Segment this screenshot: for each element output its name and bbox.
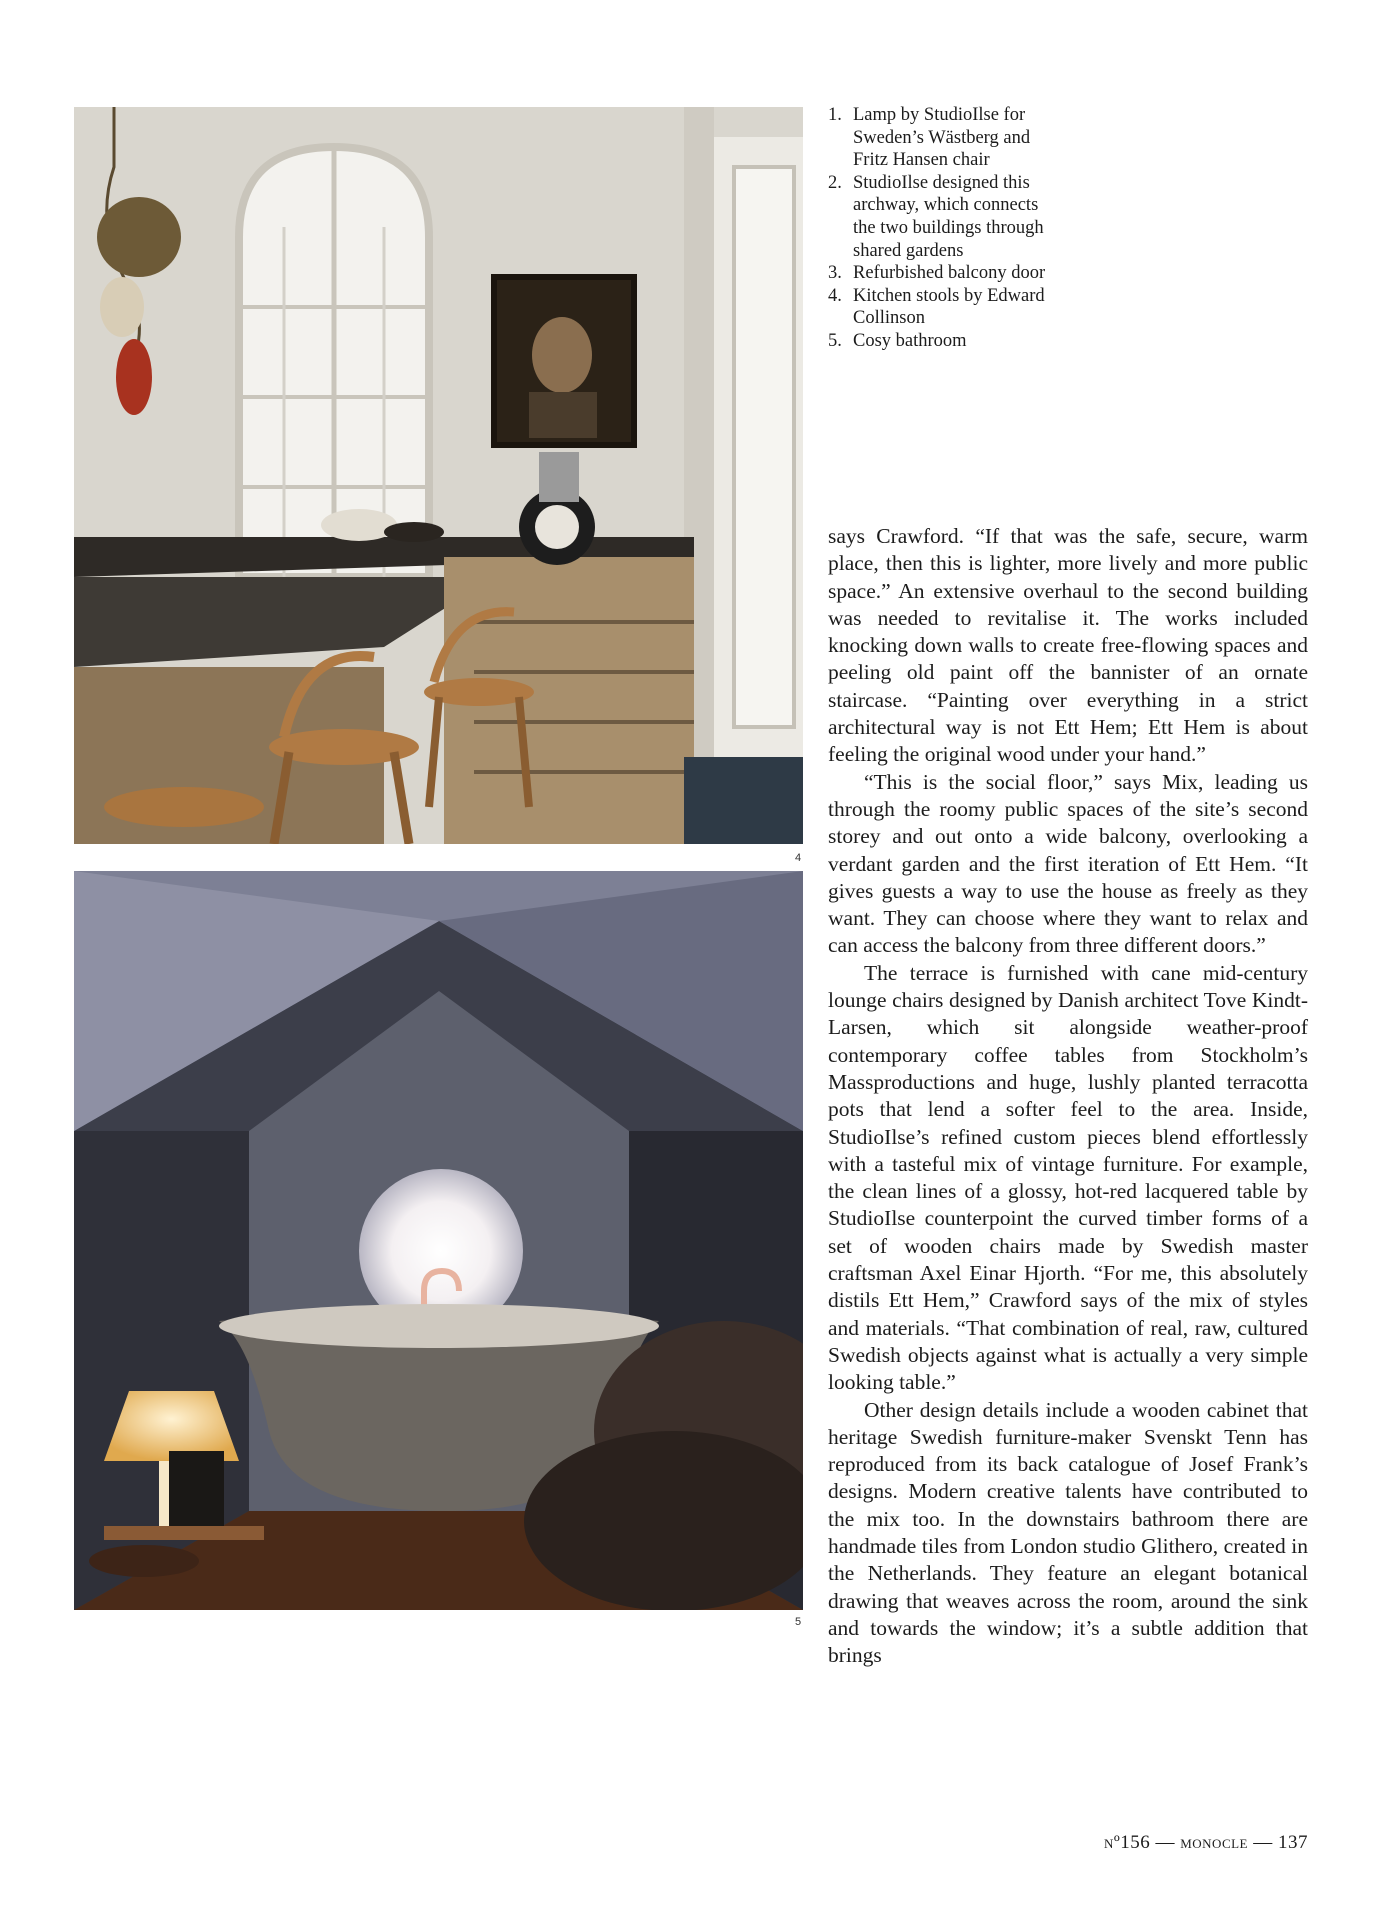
photo-captions [828, 104, 1060, 353]
kitchen-photo [74, 107, 803, 844]
caption-number: 2. [828, 172, 842, 193]
caption-item [828, 262, 1060, 285]
body-paragraph: “This is the social floor,” says Mix, leading us through the roomy public spaces of the site’s second storey and out onto a wide balcony, overlooking a verdant garden and the first iteration of Ett Hem. “It gives guests a way to use the house as freely as they want. They can choose where they want to relax and can access the balcony from three different doors.” [828, 769, 1308, 958]
caption-item [828, 285, 1060, 330]
caption-item [828, 104, 1060, 172]
caption-item [828, 330, 1060, 353]
bathroom-photo-icon [74, 871, 803, 1610]
caption-text: StudioIlse designed this archway, which connects the two buildings through shared gardens [853, 172, 1044, 261]
photo-number-4: 4 [795, 852, 802, 864]
caption-item [828, 172, 1060, 262]
page-folio: nº156 — monocle — 137 [1103, 1832, 1308, 1853]
kitchen-photo-icon [74, 107, 803, 844]
body-paragraph: Other design details include a wooden cabinet that heritage Swedish furniture-maker Svenskt Tenn has reproduced from its back catalogue of Josef Frank’s designs. Modern creative talents have contributed to the mix too. In the downstairs bathroom there are handmade tiles from London studio Glithero, created in the Netherlands. They feature an elegant botanical drawing that weaves across the room, around the sink and towards the window; it’s a subtle addition that brings [828, 1397, 1308, 1668]
caption-number: 5. [828, 330, 842, 351]
caption-text: Kitchen stools by Edward Collinson [853, 285, 1045, 329]
caption-text: Refurbished balcony door [853, 263, 1046, 284]
caption-text: Lamp by StudioIlse for Sweden’s Wästberg and Fritz Hansen chair [853, 105, 1031, 171]
article-body [828, 523, 1308, 1669]
photo-number-5: 5 [795, 1616, 802, 1628]
caption-number: 3. [828, 263, 842, 284]
caption-text: Cosy bathroom [853, 330, 967, 351]
body-paragraph: says Crawford. “If that was the safe, secure, warm place, then this is lighter, more lively and more public space.” An extensive overhaul to the second building was needed to revitalise it. The works included knocking down walls to create free-flowing spaces and peeling old paint off the bannister of an ornate staircase. “Painting over everything in a strict architectural way is not Ett Hem; Ett Hem is about feeling the original wood under your hand.” [828, 524, 1308, 767]
body-paragraph: The terrace is furnished with cane mid-century lounge chairs designed by Danish architect Tove Kindt-Larsen, which sit alongside weather-proof contemporary coffee tables from Stockholm’s Massproductions and huge, lushly planted terracotta pots that lend a softer feel to the area. Inside, StudioIlse’s refined custom pieces blend effortlessly with a tasteful mix of vintage furniture. For example, the clean lines of a glossy, hot-red lacquered table by StudioIlse counterpoint the curved timber forms of a set of wooden chairs made by Swedish master craftsman Axel Einar Hjorth. “For me, this absolutely distils Ett Hem,” Crawford says of the mix of styles and materials. “That combination of real, raw, cultured Swedish objects against what is actually a very simple looking table.” [828, 960, 1308, 1395]
caption-number: 1. [828, 105, 842, 125]
caption-number: 4. [828, 285, 842, 306]
bathroom-photo [74, 871, 803, 1610]
